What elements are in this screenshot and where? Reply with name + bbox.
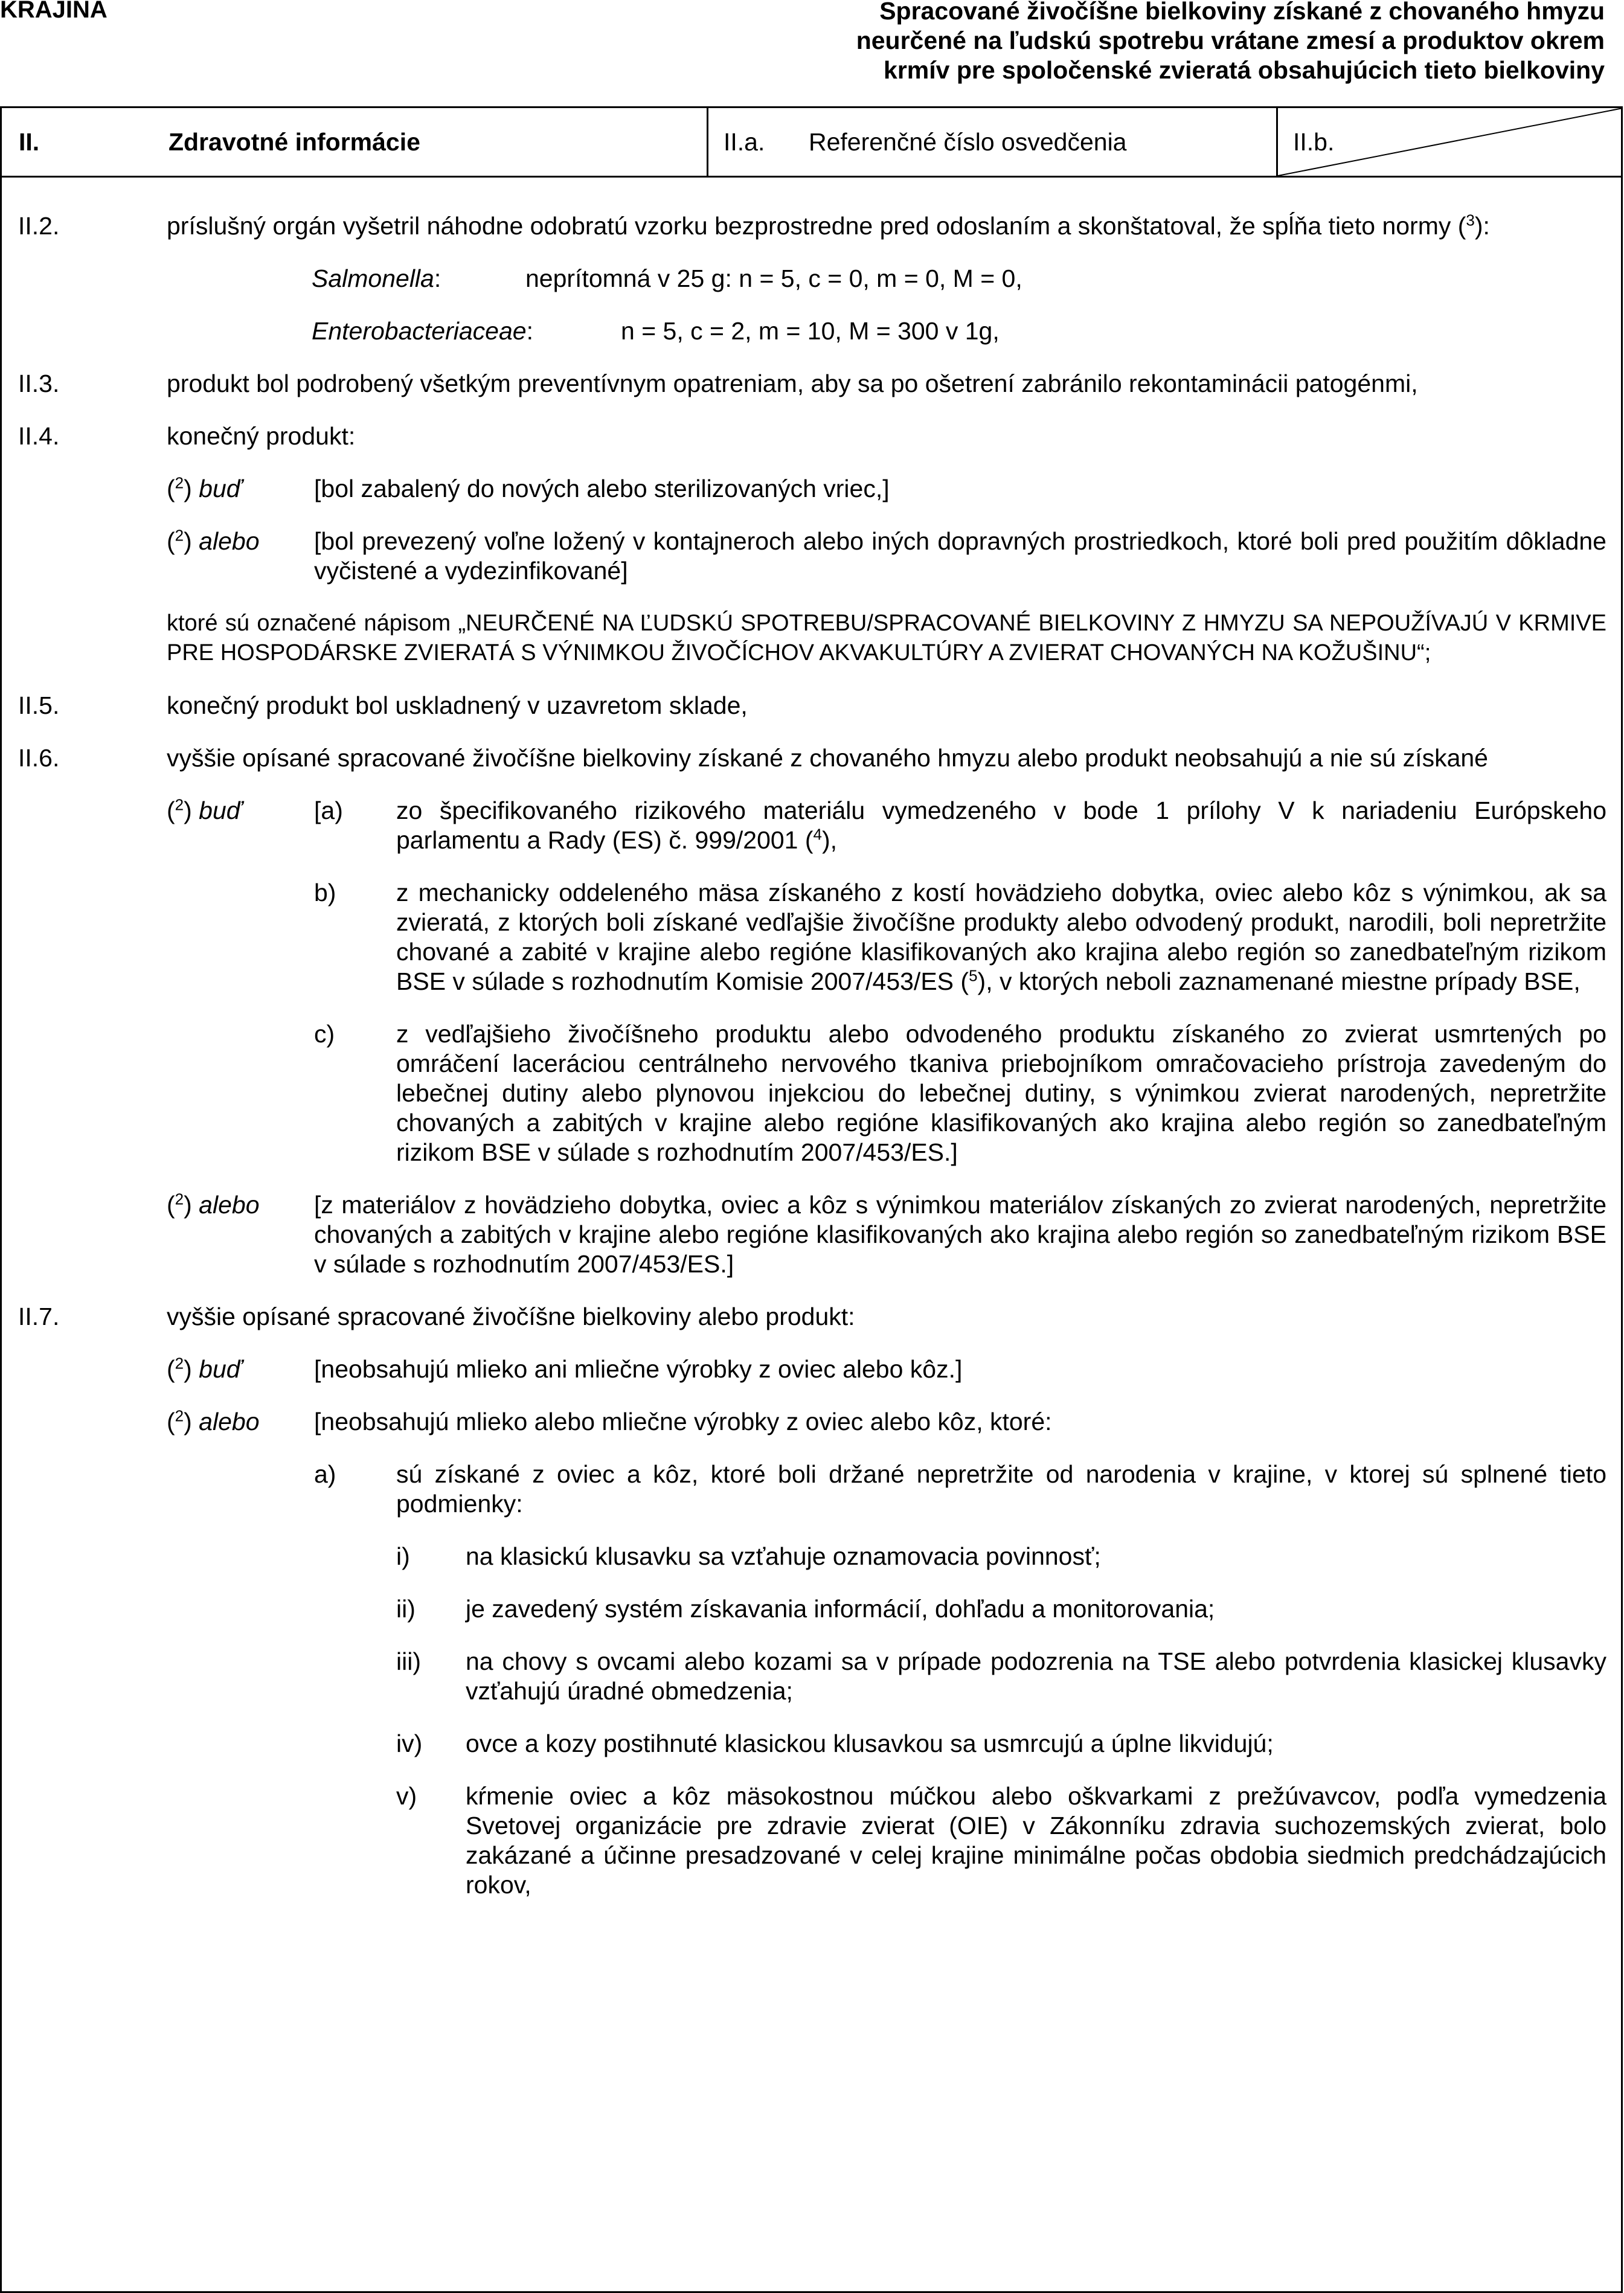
criteria-value: n = 5, c = 2, m = 10, M = 300 v 1g,	[621, 317, 1000, 345]
option-text: [bol zabalený do nových alebo sterilizovaných vriec,]	[314, 475, 890, 502]
sub-item-label: a)	[314, 1460, 336, 1488]
sub-item	[314, 878, 1606, 996]
sub-item-text: z mechanicky oddeleného mäsa získaného z kostí hovädzieho dobytka, oviec alebo kôz s výnimkou, ak sa zvieratá, z ktorých boli získané vedľajšie živočíšne produkty alebo odvodený produkt, narodili, boli nepretržite chované a zabité v krajine alebo regióne klasifikovaných ako krajina alebo región so zanedbateľným rizikom BSE v súlade s rozhodnutím Komisie 2007/453/ES ($^5$), v ktorých neboli zaznamenané miestne prípady BSE,	[396, 879, 1606, 995]
title-line-1: Spracované živočíšne bielkoviny získané z chovaného hmyzu	[879, 0, 1605, 25]
title-line-2: neurčené na ľudskú spotrebu vrátane zmesí a produktov okrem	[856, 27, 1605, 54]
criteria-salmonella: Salmonella: neprítomná v 25 g: n = 5, c = 0, m = 0, M = 0,	[312, 265, 1022, 292]
option-row	[18, 796, 1606, 1167]
labeling-text: ktoré sú označené nápisom „NEURČENÉ NA ĽUDSKÚ SPOTREBU/SPRACOVANÉ BIELKOVINY Z HMYZU SA NEPOUŽÍVAJÚ V KRMIVE PRE HOSPODÁRSKE ZVIERATÁ S VÝNIMKOU ŽIVOČÍCHOV AKVAKULTÚRY A ZVIERAT CHOVANÝCH NA KOŽUŠINU“;	[167, 611, 1606, 665]
option-row	[18, 474, 1606, 504]
sub-item-text: sú získané z oviec a kôz, ktoré boli držané nepretržite od narodenia v krajine, v ktorej sú splnené tieto podmienky:	[396, 1460, 1606, 1518]
option-label: ($^2$) alebo	[167, 1406, 260, 1435]
option-label: ($^2$) buď	[167, 473, 242, 502]
option-label: ($^2$) buď	[167, 795, 242, 824]
clause-number: II.2.	[18, 212, 60, 240]
condition-item	[396, 1542, 1606, 1571]
condition-label: iv)	[396, 1730, 423, 1757]
criteria-value: neprítomná v 25 g: n = 5, c = 0, m = 0, M = 0,	[525, 265, 1022, 292]
condition-label: ii)	[396, 1595, 416, 1623]
sub-item-text: zo špecifikovaného rizikového materiálu vymedzeného v bode 1 prílohy V k nariadeniu Európskeho parlamentu a Rady (ES) č. 999/2001 ($^4$),	[396, 797, 1606, 854]
condition-item	[396, 1594, 1606, 1624]
option-label: ($^2$) alebo	[167, 1190, 260, 1219]
section-number: II.	[19, 127, 40, 156]
sub-item	[314, 1460, 1606, 1900]
clause-number: II.6.	[18, 744, 60, 772]
option-text: [neobsahujú mlieko alebo mliečne výrobky z oviec alebo kôz, ktoré:	[314, 1408, 1052, 1435]
option-row	[18, 1407, 1606, 1900]
clause-ii2	[18, 211, 1606, 241]
option-text: [neobsahujú mlieko ani mliečne výrobky z oviec alebo kôz.]	[314, 1355, 963, 1383]
clause-text: vyššie opísané spracované živočíšne bielkoviny získané z chovaného hmyzu alebo produkt neobsahujú a nie sú získané	[167, 744, 1488, 772]
clause-text: produkt bol podrobený všetkým preventívnym opatreniam, aby sa po ošetrení zabránilo rekontaminácii patogénmi,	[167, 370, 1418, 397]
divider	[707, 108, 708, 176]
clause-text: konečný produkt:	[167, 422, 356, 450]
ref-b: II.b.	[1293, 127, 1335, 156]
clause-number: II.3.	[18, 370, 60, 397]
certificate-title	[638, 0, 1605, 85]
ref-label: Referenčné číslo osvedčenia	[809, 127, 1127, 156]
clause-number: II.7.	[18, 1303, 60, 1330]
clause-ii4	[18, 422, 1606, 451]
clause-ii3	[18, 369, 1606, 399]
section-title: Zdravotné informácie	[168, 127, 420, 156]
sub-item-label: c)	[314, 1020, 335, 1048]
option-row	[18, 1355, 1606, 1384]
condition-item	[396, 1647, 1606, 1706]
clause-ii7	[18, 1302, 1606, 1332]
clause-ii5	[18, 691, 1606, 720]
condition-label: iii)	[396, 1647, 421, 1675]
option-text: [z materiálov z hovädzieho dobytka, oviec a kôz s výnimkou materiálov získaných zo zvierat narodených, nepretržite chovaných a zabitých v krajine alebo regióne klasifikovaných ako krajina alebo región so zanedbateľným rizikom BSE v súlade s rozhodnutím 2007/453/ES.]	[314, 1191, 1606, 1278]
diagonal-line	[1278, 108, 1623, 176]
sub-item	[314, 796, 1606, 855]
condition-item	[396, 1781, 1606, 1900]
clause-number: II.5.	[18, 691, 60, 719]
option-label: ($^2$) alebo	[167, 526, 260, 555]
clause-number: II.4.	[18, 422, 60, 450]
condition-text: je zavedený systém získavania informácií, dohľadu a monitorovania;	[466, 1595, 1215, 1623]
sub-item	[314, 1019, 1606, 1167]
criteria-enterobacteriaceae: Enterobacteriaceae: n = 5, c = 2, m = 10, M = 300 v 1g,	[312, 317, 1000, 345]
clause-ii6	[18, 743, 1606, 773]
sub-item-label: [a)	[314, 797, 343, 824]
option-text: [bol prevezený voľne ložený v kontajneroch alebo iných dopravných prostriedkoch, ktoré boli pred použitím dôkladne vyčistené a vydezinfikované]	[314, 527, 1606, 585]
labeling-row	[18, 609, 1606, 668]
clause-text: príslušný orgán vyšetril náhodne odobratú vzorku bezprostredne pred odoslaním a skonštatoval, že spĺňa tieto normy ($^3$):	[167, 211, 1490, 240]
certificate-body	[18, 211, 1606, 1900]
ref-number: II.a.	[724, 127, 765, 156]
condition-label: i)	[396, 1542, 410, 1570]
condition-text: ovce a kozy postihnuté klasickou klusavkou sa usmrcujú a úplne likvidujú;	[466, 1730, 1274, 1757]
sub-item-text: z vedľajšieho živočíšneho produktu alebo odvodeného produktu získaného zo zvierat usmrtených po omráčení laceráciou centrálneho nervového tkaniva priebojníkom omračovacieho prístroja zavedeným do lebečnej dutiny alebo plynovou injekciou do lebečnej dutiny, s výnimkou zvierat narodených, nepretržite chovaných a zabitých v krajine alebo regióne klasifikovaných ako krajina alebo región so zanedbateľným rizikom BSE v súlade s rozhodnutím 2007/453/ES.]	[396, 1020, 1606, 1166]
sub-item-label: b)	[314, 879, 336, 906]
condition-item	[396, 1729, 1606, 1759]
condition-text: kŕmenie oviec a kôz mäsokostnou múčkou alebo oškvarkami z prežúvavcov, podľa vymedzenia Svetovej organizácie pre zdravie zvierat (OIE) v Zákonníku zdravia suchozemských zvierat, bolo zakázané a účinne presadzované v celej krajine minimálne počas obdobia siedmich predchádzajúcich rokov,	[466, 1782, 1606, 1899]
option-row	[18, 1190, 1606, 1279]
condition-text: na klasickú klusavku sa vzťahuje oznamovacia povinnosť;	[466, 1542, 1101, 1570]
criteria-label: Salmonella	[312, 265, 434, 292]
condition-text: na chovy s ovcami alebo kozami sa v prípade podozrenia na TSE alebo potvrdenia klasickej klusavky vzťahujú úradné obmedzenia;	[466, 1647, 1606, 1705]
title-line-3: krmív pre spoločenské zvieratá obsahujúcich tieto bielkoviny	[884, 56, 1605, 84]
criteria-label: Enterobacteriaceae	[312, 317, 527, 345]
clause-text: konečný produkt bol uskladnený v uzavretom sklade,	[167, 691, 748, 719]
option-label: ($^2$) buď	[167, 1354, 242, 1383]
section-header	[0, 106, 1623, 178]
clause-text: vyššie opísané spracované živočíšne bielkoviny alebo produkt:	[167, 1303, 855, 1330]
option-row	[18, 527, 1606, 586]
country-label: KRAJINA	[0, 0, 108, 23]
condition-label: v)	[396, 1782, 417, 1810]
